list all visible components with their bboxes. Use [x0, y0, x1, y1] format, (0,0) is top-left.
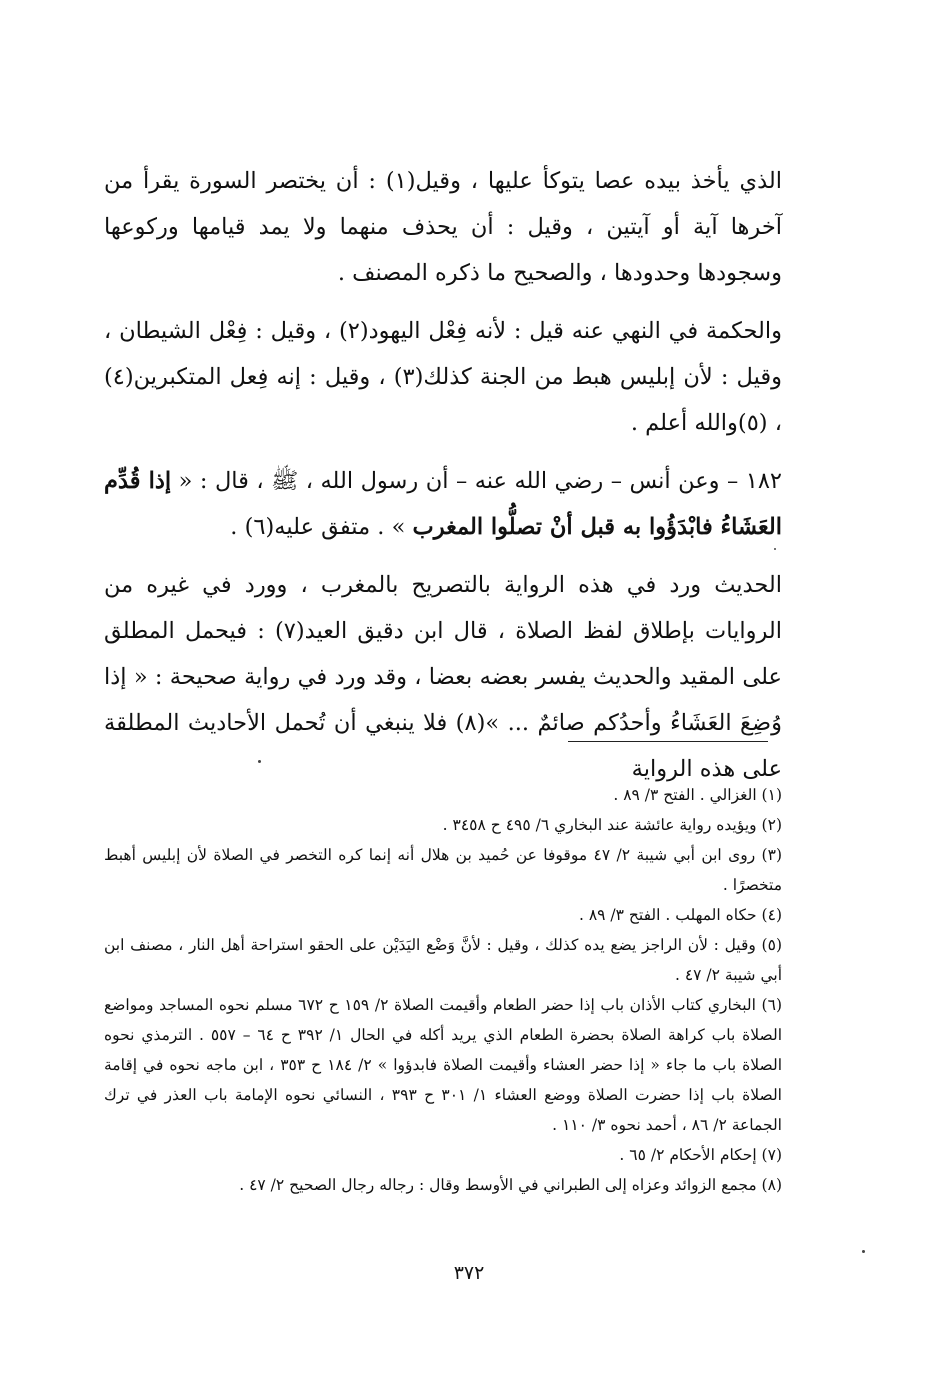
paragraph-2: والحكمة في النهي عنه قيل : لأنه فِعْل اليهود(٢) ، وقيل : فِعْل الشيطان ، وقيل : لأن إبليس هبط من الجنة كذلك(٣) ، وقيل : إنه فِعل المتكبرين(٤) ، (٥)والله أعلم . — [104, 318, 782, 436]
paragraph-hadith-182 — [104, 458, 782, 550]
paragraph-1: الذي يأخذ بيده عصا يتوكأ عليها ، وقيل(١) : أن يختصر السورة يقرأ من آخرها آية أو آيتين ، وقيل : أن يحذف منهما ولا يمد قيامها وركوعها وسجودها وحدودها ، والصحيح ما ذكره المصنف . — [104, 168, 782, 286]
paragraph-4: الحديث ورد في هذه الرواية بالتصريح بالمغرب ، وورد في غيره من الروايات بإطلاق لفظ الصلاة ، قال ابن دقيق العيد(٧) : فيحمل المطلق على المقيد والحديث يفسر بعضه بعضا ، وقد ورد في رواية صحيحة : « إذا وُضِعَ العَشَاءُ وأحدُكم صائمٌ ... »(٨) فلا ينبغي أن تُحمل الأحاديث المطلقة على هذه الرواية — [104, 572, 782, 782]
hadith-source: » . متفق عليه(٦) . — [230, 514, 406, 540]
footnote-6: (٦) البخاري كتاب الأذان باب إذا حضر الطعام وأقيمت الصلاة ٢/ ١٥٩ ح ٦٧٢ مسلم نحوه المساجد ومواضع الصلاة باب كراهة الصلاة بحضرة الطعام الذي يريد أكله في الحال ١/ ٣٩٢ ح ٦٤ – ٥٥٧ . الترمذي نحوه الصلاة باب ما جاء « إذا حضر العشاء وأقيمت الصلاة فابدؤوا » ٢/ ١٨٤ ح ٣٥٣ ، ابن ماجه نحوه في إقامة الصلاة باب إذا حضرت الصلاة ووضع العشاء ١/ ٣٠١ ح ٣٩٣ ، النسائي نحوه الإمامة باب العذر في ترك الجماعة ٢/ ٨٦ ، أحمد نحوه ٣/ ١١٠ . — [104, 996, 783, 1134]
footnote-2: (٢) ويؤيده رواية عائشة عند البخاري ٦/ ٤٩٥ ح ٣٤٥٨ . — [442, 816, 782, 834]
footnote-4: (٤) حكاه المهلب . الفتح ٣/ ٨٩ . — [578, 906, 782, 924]
scan-speck — [258, 760, 261, 763]
footnote-1: (١) الغزالي . الفتح ٣/ ٨٩ . — [613, 786, 782, 804]
footnote-7: (٧) إحكام الأحكام ٢/ ٦٥ . — [619, 1146, 782, 1164]
footnote-8: (٨) مجمع الزوائد وعزاه إلى الطبراني في الأوسط وقال : رجاله رجال الصحيح ٢/ ٤٧ . — [239, 1176, 782, 1194]
footnotes — [104, 780, 782, 1200]
main-text — [104, 158, 782, 804]
footnote-5: (٥) وقيل : لأن الراجز يضع يده كذلك ، وقيل : لأنَّ وَضْع اليَدَيْن على الحقو استراحة أهل النار ، مصنف ابن أبي شيبة ٢/ ٤٧ . — [104, 936, 782, 984]
page-number: ٣٧٢ — [453, 1262, 485, 1284]
hadith-intro: ١٨٢ – وعن أنس – رضي الله عنه – أن رسول الله ، ﷺ ، قال : « — [178, 468, 782, 494]
scan-speck — [862, 1250, 865, 1253]
scan-speck — [774, 548, 776, 550]
footnote-3: (٣) روى ابن أبي شيبة ٢/ ٤٧ موقوفا عن حُميد بن هلال أنه إنما كره التخصر في الصلاة لأن إبليس أهبط متخصرًا . — [104, 846, 782, 894]
footnote-divider — [568, 741, 768, 742]
hadith-text: إذا قُدِّم العَشَاءُ فابْدَؤُوا به قبل أنْ تصلُّوا المغرب — [104, 468, 782, 540]
